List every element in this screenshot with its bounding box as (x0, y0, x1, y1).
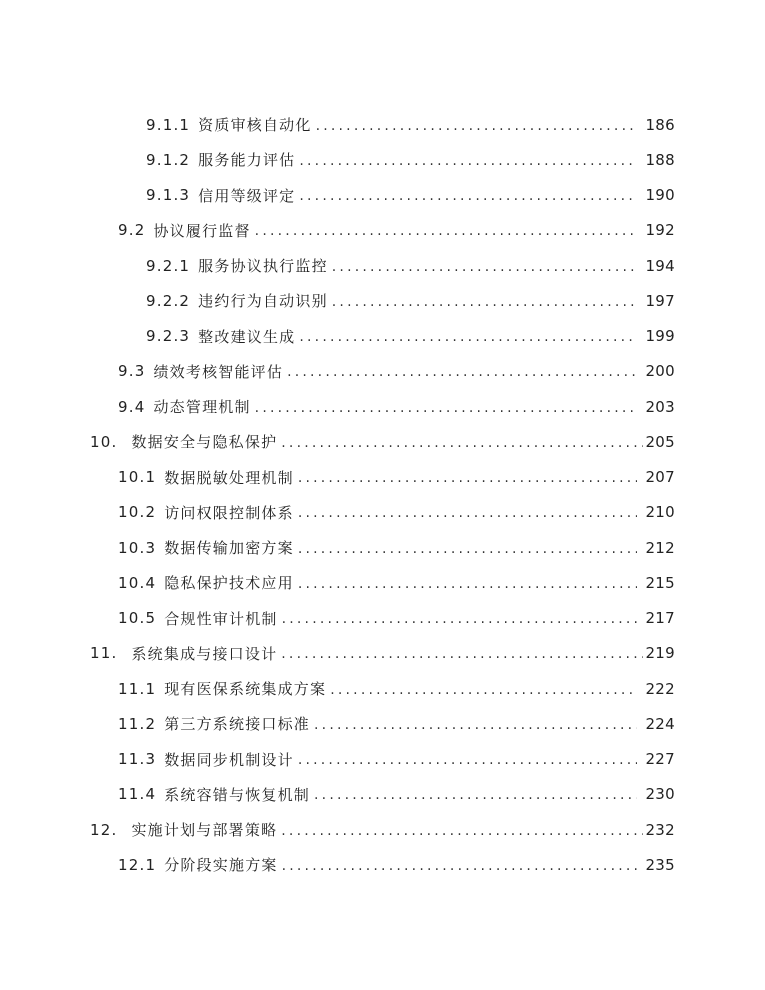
toc-entry-9-2-1[interactable] (0, 248, 765, 283)
toc-entry-9-1-1[interactable] (0, 107, 765, 142)
toc-entry-number: 9.2 (118, 221, 146, 240)
toc-entry-number: 9.2.2 (146, 291, 191, 310)
dot-leader (299, 154, 637, 168)
toc-entry-page: 210 (645, 503, 675, 522)
toc-entry-9-3[interactable] (0, 354, 765, 389)
toc-entry-number: 11.4 (118, 785, 157, 804)
toc-entry-9-2-2[interactable] (0, 283, 765, 318)
toc-entry-title: 违约行为自动识别 (198, 292, 328, 311)
toc-entry-number: 11.1 (118, 679, 157, 698)
toc-entry-11-3[interactable] (0, 742, 765, 777)
toc-entry-page: 207 (645, 468, 675, 487)
dot-leader (332, 260, 638, 274)
toc-entry-number: 10.3 (118, 538, 157, 557)
toc-entry-number: 12.1 (118, 855, 157, 874)
toc-entry-page: 203 (645, 397, 675, 416)
dot-leader (316, 119, 638, 133)
toc-entry-number: 11.3 (118, 750, 157, 769)
toc-entry-10-1[interactable] (0, 460, 765, 495)
toc-entry-11-4[interactable] (0, 777, 765, 812)
toc-entry-title: 服务协议执行监控 (198, 257, 328, 276)
toc-entry-page: 192 (645, 221, 675, 240)
toc-entry-10-4[interactable] (0, 565, 765, 600)
toc-entry-title: 数据安全与隐私保护 (131, 433, 278, 452)
dot-leader (298, 506, 638, 520)
toc-entry-page: 212 (645, 538, 675, 557)
toc-entry-12[interactable] (0, 812, 765, 847)
toc-entry-title: 数据脱敏处理机制 (164, 468, 294, 487)
toc-entry-9-1-3[interactable] (0, 178, 765, 213)
toc-entry-page: 194 (645, 256, 675, 275)
toc-entry-page: 222 (645, 679, 675, 698)
toc-entry-10-3[interactable] (0, 530, 765, 565)
toc-entry-title: 信用等级评定 (198, 186, 296, 205)
toc-entry-page: 186 (645, 115, 675, 134)
toc-entry-page: 227 (645, 750, 675, 769)
toc-entry-number: 10.5 (118, 609, 157, 628)
toc-entry-number: 11.2 (118, 714, 157, 733)
toc-entry-page: 232 (645, 820, 675, 839)
toc-entry-number: 10.1 (118, 468, 157, 487)
toc-entry-11-1[interactable] (0, 671, 765, 706)
toc-entry-number: 12. (90, 820, 118, 839)
dot-leader (314, 718, 637, 732)
toc-entry-number: 11. (90, 644, 118, 663)
dot-leader (281, 647, 643, 661)
toc-entry-page: 190 (645, 186, 675, 205)
dot-leader (281, 436, 643, 450)
toc-entry-title: 第三方系统接口标准 (164, 715, 311, 734)
toc-entry-9-1-2[interactable] (0, 142, 765, 177)
dot-leader (299, 330, 637, 344)
toc-entry-page: 217 (645, 609, 675, 628)
dot-leader (298, 753, 638, 767)
toc-entry-number: 9.3 (118, 362, 146, 381)
toc-entry-11[interactable] (0, 636, 765, 671)
toc-entry-page: 219 (645, 644, 675, 663)
toc-entry-9-2[interactable] (0, 213, 765, 248)
toc-entry-title: 协议履行监督 (153, 221, 251, 240)
toc-entry-9-4[interactable] (0, 389, 765, 424)
toc-entry-title: 绩效考核智能评估 (153, 362, 284, 381)
toc-entry-title: 访问权限控制体系 (164, 503, 294, 522)
dot-leader (299, 189, 637, 203)
table-of-contents (0, 107, 765, 883)
toc-entry-9-2-3[interactable] (0, 319, 765, 354)
toc-entry-title: 动态管理机制 (153, 398, 251, 417)
toc-entry-page: 235 (645, 855, 675, 874)
toc-entry-11-2[interactable] (0, 706, 765, 741)
toc-entry-title: 数据传输加密方案 (164, 539, 294, 558)
dot-leader (332, 295, 638, 309)
toc-entry-title: 整改建议生成 (198, 327, 296, 346)
toc-entry-12-1[interactable] (0, 847, 765, 882)
toc-entry-page: 205 (645, 432, 675, 451)
toc-entry-number: 10.2 (118, 503, 157, 522)
toc-entry-10-2[interactable] (0, 495, 765, 530)
dot-leader (287, 365, 637, 379)
toc-entry-page: 200 (645, 362, 675, 381)
dot-leader (330, 683, 637, 697)
toc-entry-title: 系统集成与接口设计 (131, 644, 278, 663)
toc-entry-10-5[interactable] (0, 601, 765, 636)
toc-entry-number: 9.2.1 (146, 256, 191, 275)
dot-leader (282, 612, 638, 626)
toc-entry-page: 197 (645, 291, 675, 310)
toc-entry-title: 服务能力评估 (198, 151, 296, 170)
toc-entry-title: 资质审核自动化 (198, 116, 312, 135)
toc-entry-page: 199 (645, 327, 675, 346)
toc-entry-page: 230 (645, 785, 675, 804)
dot-leader (281, 824, 643, 838)
dot-leader (298, 542, 638, 556)
toc-entry-title: 合规性审计机制 (164, 609, 278, 628)
toc-entry-title: 系统容错与恢复机制 (164, 785, 311, 804)
toc-entry-title: 现有医保系统集成方案 (164, 680, 327, 699)
toc-entry-page: 188 (645, 150, 675, 169)
toc-entry-page: 215 (645, 573, 675, 592)
dot-leader (255, 401, 638, 415)
toc-entry-page: 224 (645, 714, 675, 733)
toc-entry-number: 10.4 (118, 573, 157, 592)
toc-entry-number: 9.1.3 (146, 186, 191, 205)
dot-leader (298, 471, 638, 485)
toc-entry-title: 分阶段实施方案 (164, 856, 278, 875)
toc-entry-10[interactable] (0, 424, 765, 459)
dot-leader (282, 859, 638, 873)
toc-entry-number: 9.4 (118, 397, 146, 416)
dot-leader (298, 577, 638, 591)
toc-entry-title: 数据同步机制设计 (164, 750, 294, 769)
dot-leader (314, 788, 637, 802)
dot-leader (255, 224, 638, 238)
toc-entry-number: 9.1.1 (146, 115, 191, 134)
toc-entry-title: 隐私保护技术应用 (164, 574, 294, 593)
toc-entry-number: 9.2.3 (146, 327, 191, 346)
toc-entry-title: 实施计划与部署策略 (131, 821, 278, 840)
toc-entry-number: 9.1.2 (146, 150, 191, 169)
toc-entry-number: 10. (90, 432, 118, 451)
